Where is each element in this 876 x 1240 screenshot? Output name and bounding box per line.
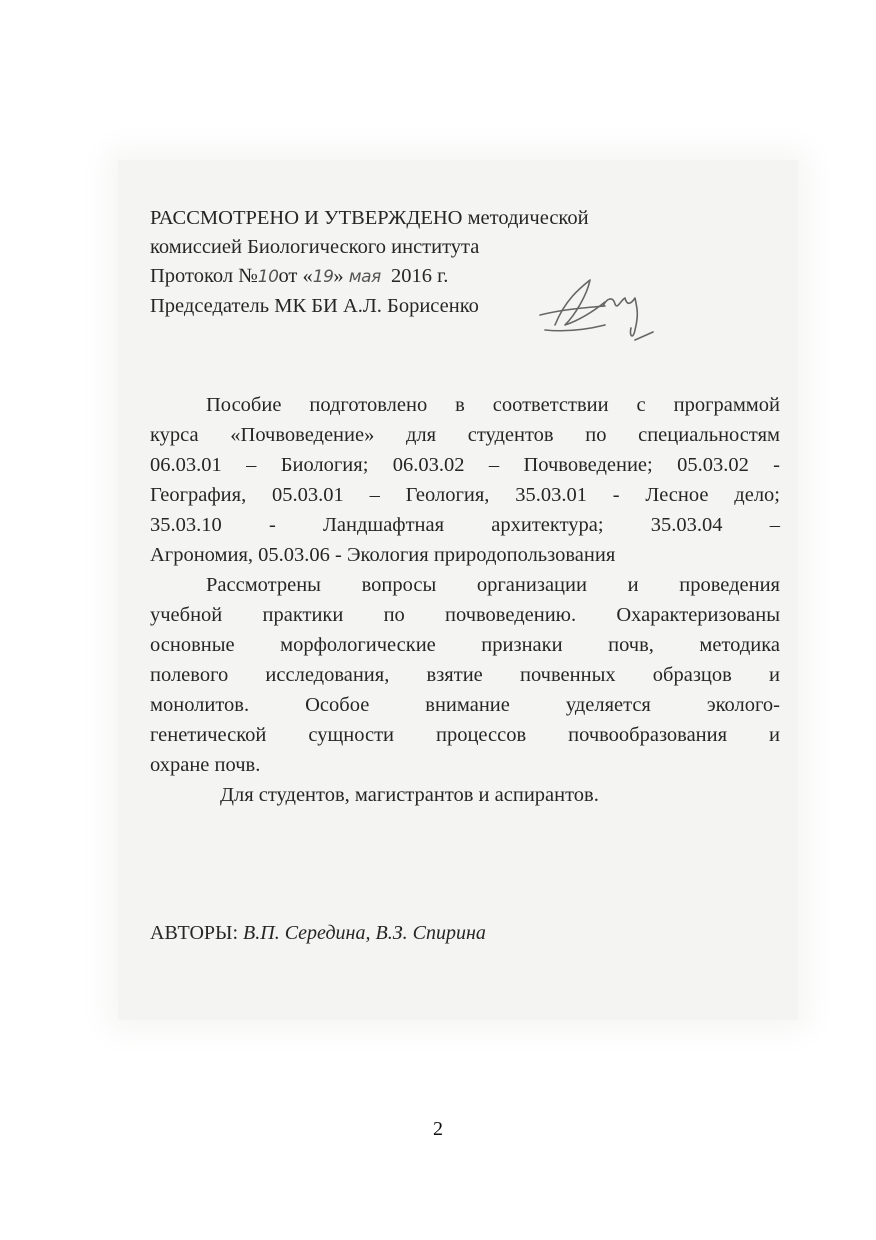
protocol-label: Протокол № (150, 265, 258, 287)
protocol-date-close: » (333, 265, 344, 287)
chairman-signature (535, 270, 660, 345)
authors-names: В.П. Середина, В.З. Спирина (243, 922, 486, 944)
abstract-line: основные морфологические признаки почв, методика (150, 634, 780, 656)
approval-heading-rest: методической (462, 207, 589, 229)
abstract-line: Рассмотрены вопросы организации и проведения (206, 574, 780, 596)
abstract-line: 35.03.10 - Ландшафтная архитектура; 35.03.04 – (150, 514, 780, 536)
abstract-line: Агрономия, 05.03.06 - Экология природопользования (150, 544, 616, 566)
protocol-year: 2016 г. (391, 265, 449, 287)
approval-heading: РАССМОТРЕНО И УТВЕРЖДЕНО (150, 207, 463, 229)
abstract-block (150, 390, 780, 810)
abstract-line: монолитов. Особое внимание уделяется эколого- (150, 694, 780, 716)
protocol-month-handwritten: мая (348, 267, 381, 287)
abstract-line: 06.03.01 – Биология; 06.03.02 – Почвоведение; 05.03.02 - (150, 454, 780, 476)
page-number: 2 (433, 1118, 443, 1140)
abstract-line: учебной практики по почвоведению. Охарактеризованы (150, 604, 780, 626)
audience-line: Для студентов, магистрантов и аспирантов. (220, 784, 599, 806)
abstract-line: охране почв. (150, 754, 261, 776)
protocol-date-open: от « (278, 265, 313, 287)
abstract-line: генетической сущности процессов почвообразования и (150, 724, 780, 746)
approval-line-1 (150, 204, 710, 233)
abstract-line: География, 05.03.01 – Геология, 35.03.01 - Лесное дело; (150, 484, 780, 506)
abstract-line: полевого исследования, взятие почвенных образцов и (150, 664, 780, 686)
approval-line-2: комиссией Биологического института (150, 236, 480, 258)
approval-line-4: Председатель МК БИ А.Л. Борисенко (150, 295, 479, 317)
abstract-line: Пособие подготовлено в соответствии с программой (206, 394, 780, 416)
protocol-number-handwritten: 10 (257, 267, 279, 287)
protocol-day-handwritten: 19 (312, 267, 334, 287)
authors-label: АВТОРЫ: (150, 922, 239, 944)
authors-line (150, 922, 486, 945)
abstract-line: курса «Почвоведение» для студентов по специальностям (150, 424, 780, 446)
